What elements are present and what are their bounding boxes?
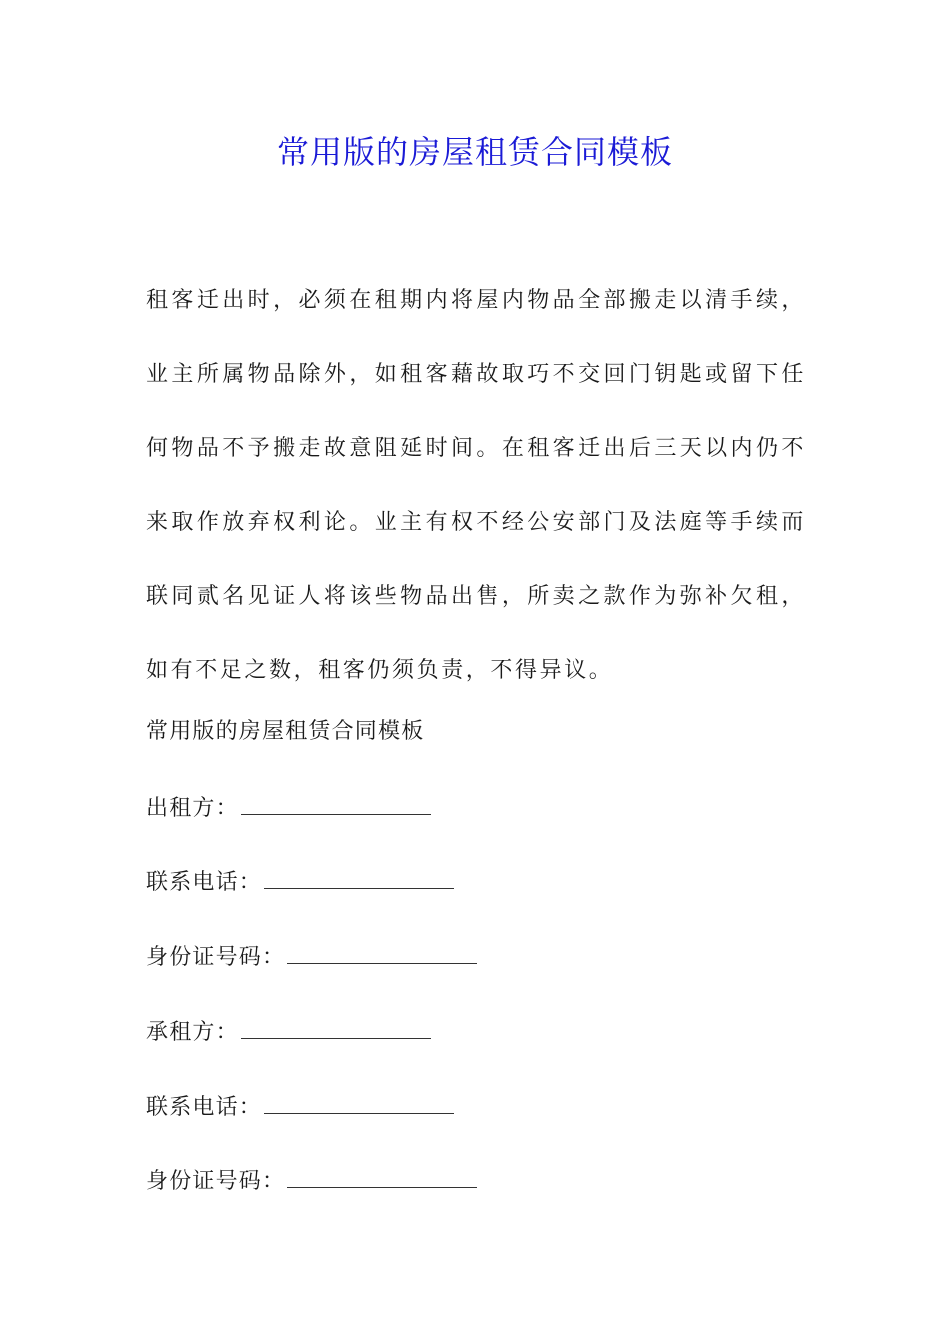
fill-blank: [241, 792, 431, 815]
fill-blank: [241, 1016, 431, 1039]
lessor-id-field: [146, 941, 477, 974]
lessee-phone-field: [146, 1091, 454, 1124]
lessee-field: [146, 1016, 431, 1049]
document-subtitle: 常用版的房屋租赁合同模板: [146, 719, 425, 744]
lessee-id-field: [146, 1165, 477, 1198]
field-label: 出租方：: [146, 796, 239, 821]
fill-blank: [287, 1165, 477, 1188]
lessor-phone-field: [146, 866, 454, 899]
lessor-field: [146, 792, 431, 825]
body-paragraph: 租客迁出时，必须在租期内将屋内物品全部搬走以清手续，业主所属物品除外，如租客藉故取巧不交回门钥匙或留下任何物品不予搬走故意阻延时间。在租客迁出后三天以内仍不来取作放弃权利论。业主有权不经公安部门及法庭等手续而联同贰名见证人将该些物品出售，所卖之款作为弥补欠租，如有不足之数，租客仍须负责，不得异议。: [146, 288, 806, 683]
field-label: 身份证号码：: [146, 945, 286, 970]
field-label: 联系电话：: [146, 870, 263, 895]
fill-blank: [264, 1091, 454, 1114]
fill-blank: [287, 941, 477, 964]
document-title: 常用版的房屋租赁合同模板: [276, 133, 673, 171]
field-label: 承租方：: [146, 1020, 239, 1045]
fill-blank: [264, 866, 454, 889]
field-label: 身份证号码：: [146, 1169, 286, 1194]
field-label: 联系电话：: [146, 1095, 263, 1120]
